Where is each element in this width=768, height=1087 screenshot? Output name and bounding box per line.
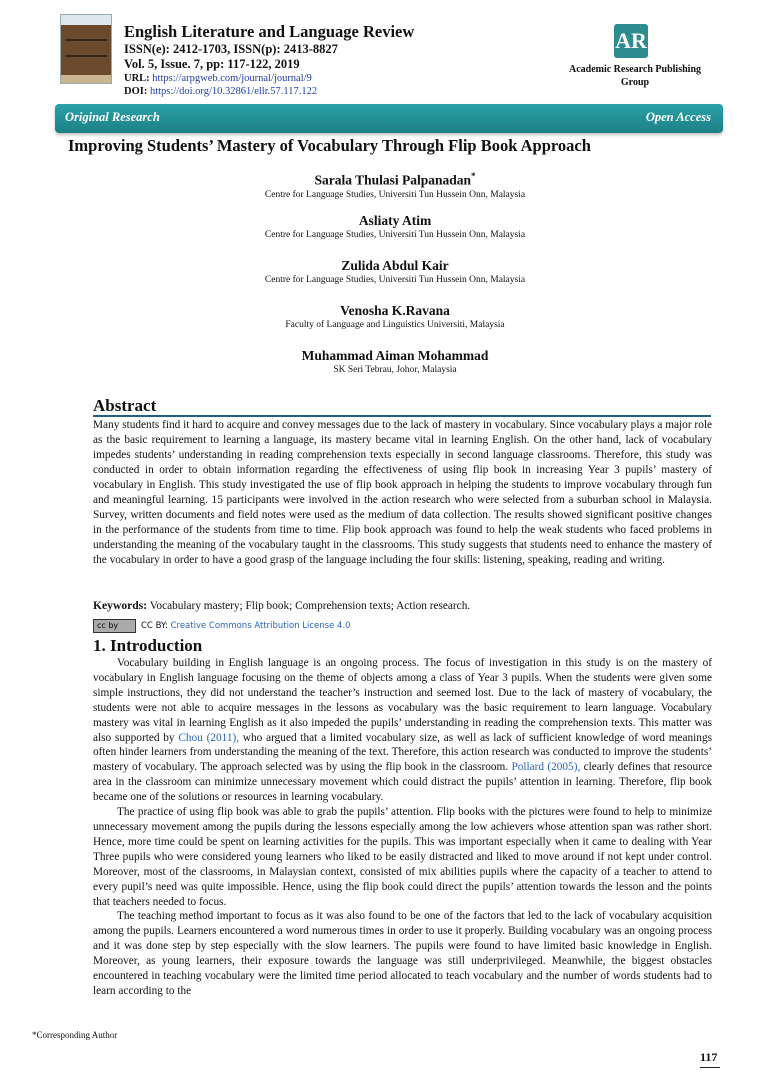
author-name: Sarala Thulasi Palpanadan* xyxy=(314,171,476,188)
article-type-banner xyxy=(55,104,723,133)
journal-header xyxy=(124,22,544,98)
author-block xyxy=(60,168,730,213)
publisher-name: Academic Research Publishing Group xyxy=(568,64,702,88)
journal-volume: Vol. 5, Issue. 7, pp: 117-122, 2019 xyxy=(124,57,300,71)
author-name: Venosha K.Ravana xyxy=(340,303,450,318)
author-list xyxy=(60,168,730,393)
license-line xyxy=(141,621,351,631)
page-number-rule xyxy=(700,1067,720,1068)
doi-link[interactable]: https://doi.org/10.32861/ellr.57.117.122 xyxy=(149,86,318,97)
introduction-body xyxy=(93,656,712,999)
author-affiliation: Centre for Language Studies, Universiti Tun Hussein Onn, Malaysia xyxy=(264,230,526,240)
license-label: CC BY: xyxy=(141,621,168,631)
abstract-text: Many students find it hard to acquire and convey messages due to the lack of mastery in vocabulary. Since vocabulary plays a major role as the basic requirement to learning a language, its mastery became vital in learning English. On the other hand, lack of vocabulary impedes students’ understanding in reading comprehension texts especially in second language classrooms. Therefore, this study was conducted in order to obtain information regarding the effectiveness of using flip book in increasing Year 3 pupils’ mastery of vocabulary in English. This study investigated the use of flip book approach in helping the students to improve vocabulary through fun and meaningful learning. 15 participants were involved in the action research who were selected from a suburban school in Malaysia. Survey, written documents and field notes were used as the medium of data collection. The results showed significant positive changes in the performance of the students from time to time. Flip book approach was found to help the weak students who faced problems in understanding the meaning of the vocabulary taught in the classrooms. This study suggests that students need to enhance the mastery of the vocabulary in order to have a good grasp of the language including the four skills: listening, speaking, reading and writing. xyxy=(93,419,712,566)
journal-title: English Literature and Language Review xyxy=(124,22,415,41)
page-number: 117 xyxy=(700,1050,718,1064)
paragraph: The teaching method important to focus as it was also found to be one of the factors that led to the lack of vocabulary acquisition among the pupils. Learners encountered a word numerous times in order to use it properly. Building vocabulary was an ongoing process and it was done step by step especially with the slow learners. The pupils were found to have limited basic knowledge in English. Moreover, as young learners, their exposure towards the language was still underprivileged. Meanwhile, the biggest obstacles encountered in teaching vocabulary were the limited time period allocated to teach vocabulary and the number of words students had to learn according to the xyxy=(93,910,712,997)
cc-by-icon: cc by xyxy=(93,619,136,633)
journal-doi-line: DOI: https://doi.org/10.32861/ellr.57.117.122 xyxy=(124,86,318,97)
author-affiliation: Centre for Language Studies, Universiti Tun Hussein Onn, Malaysia xyxy=(264,189,526,200)
corresponding-mark: * xyxy=(471,171,476,181)
author-name: Asliaty Atim xyxy=(358,213,432,228)
author-affiliation: Centre for Language Studies, Universiti Tun Hussein Onn, Malaysia xyxy=(264,275,526,285)
author-block xyxy=(60,348,730,393)
paragraph: The practice of using flip book was able to grab the pupils’ attention. Flip books with the pictures were found to help to minimize unnecessary movement among the pupils during the lessons especially among the low achievers whose attention span was rather short. Hence, more time could be spent on learning activities for the pupils. This was important especially when it came to dealing with Year Three pupils who were considered young learners who liked to be easily distracted and liked to move around if not kept under control. Moreover, most of the classrooms, in Malaysian context, consisted of mix abilities pupils where the capacity of a teacher to attend to every pupil’s need was quite impossible. Hence, using the flip book could direct the pupils’ attention towards the lesson and the points that teachers needed to focus. xyxy=(93,806,712,908)
section-heading: 1. Introduction xyxy=(93,636,203,655)
journal-url-link[interactable]: https://arpgweb.com/journal/journal/9 xyxy=(152,73,312,84)
author-name: Muhammad Aiman Mohammad xyxy=(301,348,489,363)
keywords-text: Vocabulary mastery; Flip book; Comprehension texts; Action research. xyxy=(149,600,471,612)
keywords-line xyxy=(93,598,713,614)
abstract-divider xyxy=(93,415,711,417)
author-name: Zulida Abdul Kair xyxy=(341,258,449,273)
license-link[interactable]: Creative Commons Attribution License 4.0 xyxy=(170,621,351,631)
journal-url-line: URL: https://arpgweb.com/journal/journal/9 xyxy=(124,73,312,84)
author-affiliation: SK Seri Tebrau, Johor, Malaysia xyxy=(333,365,457,375)
abstract-heading: Abstract xyxy=(93,396,157,415)
corresponding-author-note: *Corresponding Author xyxy=(32,1030,118,1040)
citation-link[interactable]: Pollard (2005), xyxy=(511,761,581,774)
publisher-logo-icon: AR xyxy=(614,24,648,58)
author-affiliation: Faculty of Language and Linguistics Universiti, Malaysia xyxy=(285,320,505,330)
paper-title: Improving Students’ Mastery of Vocabulary Through Flip Book Approach xyxy=(68,136,591,155)
keywords-label: Keywords: xyxy=(93,599,148,612)
journal-cover-image xyxy=(60,14,112,84)
paragraph: Vocabulary building in English language is an ongoing process. The focus of investigation in this study is on the mastery of vocabulary in English language focusing on the theme of objects among a class of Year 3 pupils. When the students were given some simple instructions, they did not understand the teacher’s instruction and seemed lost. Due to the lack of mastery of vocabulary, the students were not able to acquire messages in the lessons as vocabulary was the basic requirement to learn language. Vocabulary mastery was vital in learning English as it also impeded the pupils’ understanding in reading the comprehension texts. This matter was also supported by Chou (2011), who argued that a limited vocabulary size, as well as lack of sufficient knowledge of word meanings often hinder learners from understanding the meaning of the text. Therefore, this action research was conducted to improve the students’ mastery of vocabulary. The approach selected was by using the flip book in the classroom. Pollard (2005), clearly defines that resource area in the classroom can minimize unnecessary movement which could distract the pupils’ attention in learning. Therefore, flip book became one of the solutions or resources in learning vocabulary. xyxy=(93,657,712,804)
journal-issn: ISSN(e): 2412-1703, ISSN(p): 2413-8827 xyxy=(124,42,338,56)
citation-link[interactable]: Chou (2011), xyxy=(178,731,240,744)
author-block xyxy=(60,303,730,348)
open-access-label: Open Access xyxy=(645,110,711,124)
author-block xyxy=(60,258,730,303)
article-type-label: Original Research xyxy=(65,110,160,124)
author-block xyxy=(60,213,730,258)
